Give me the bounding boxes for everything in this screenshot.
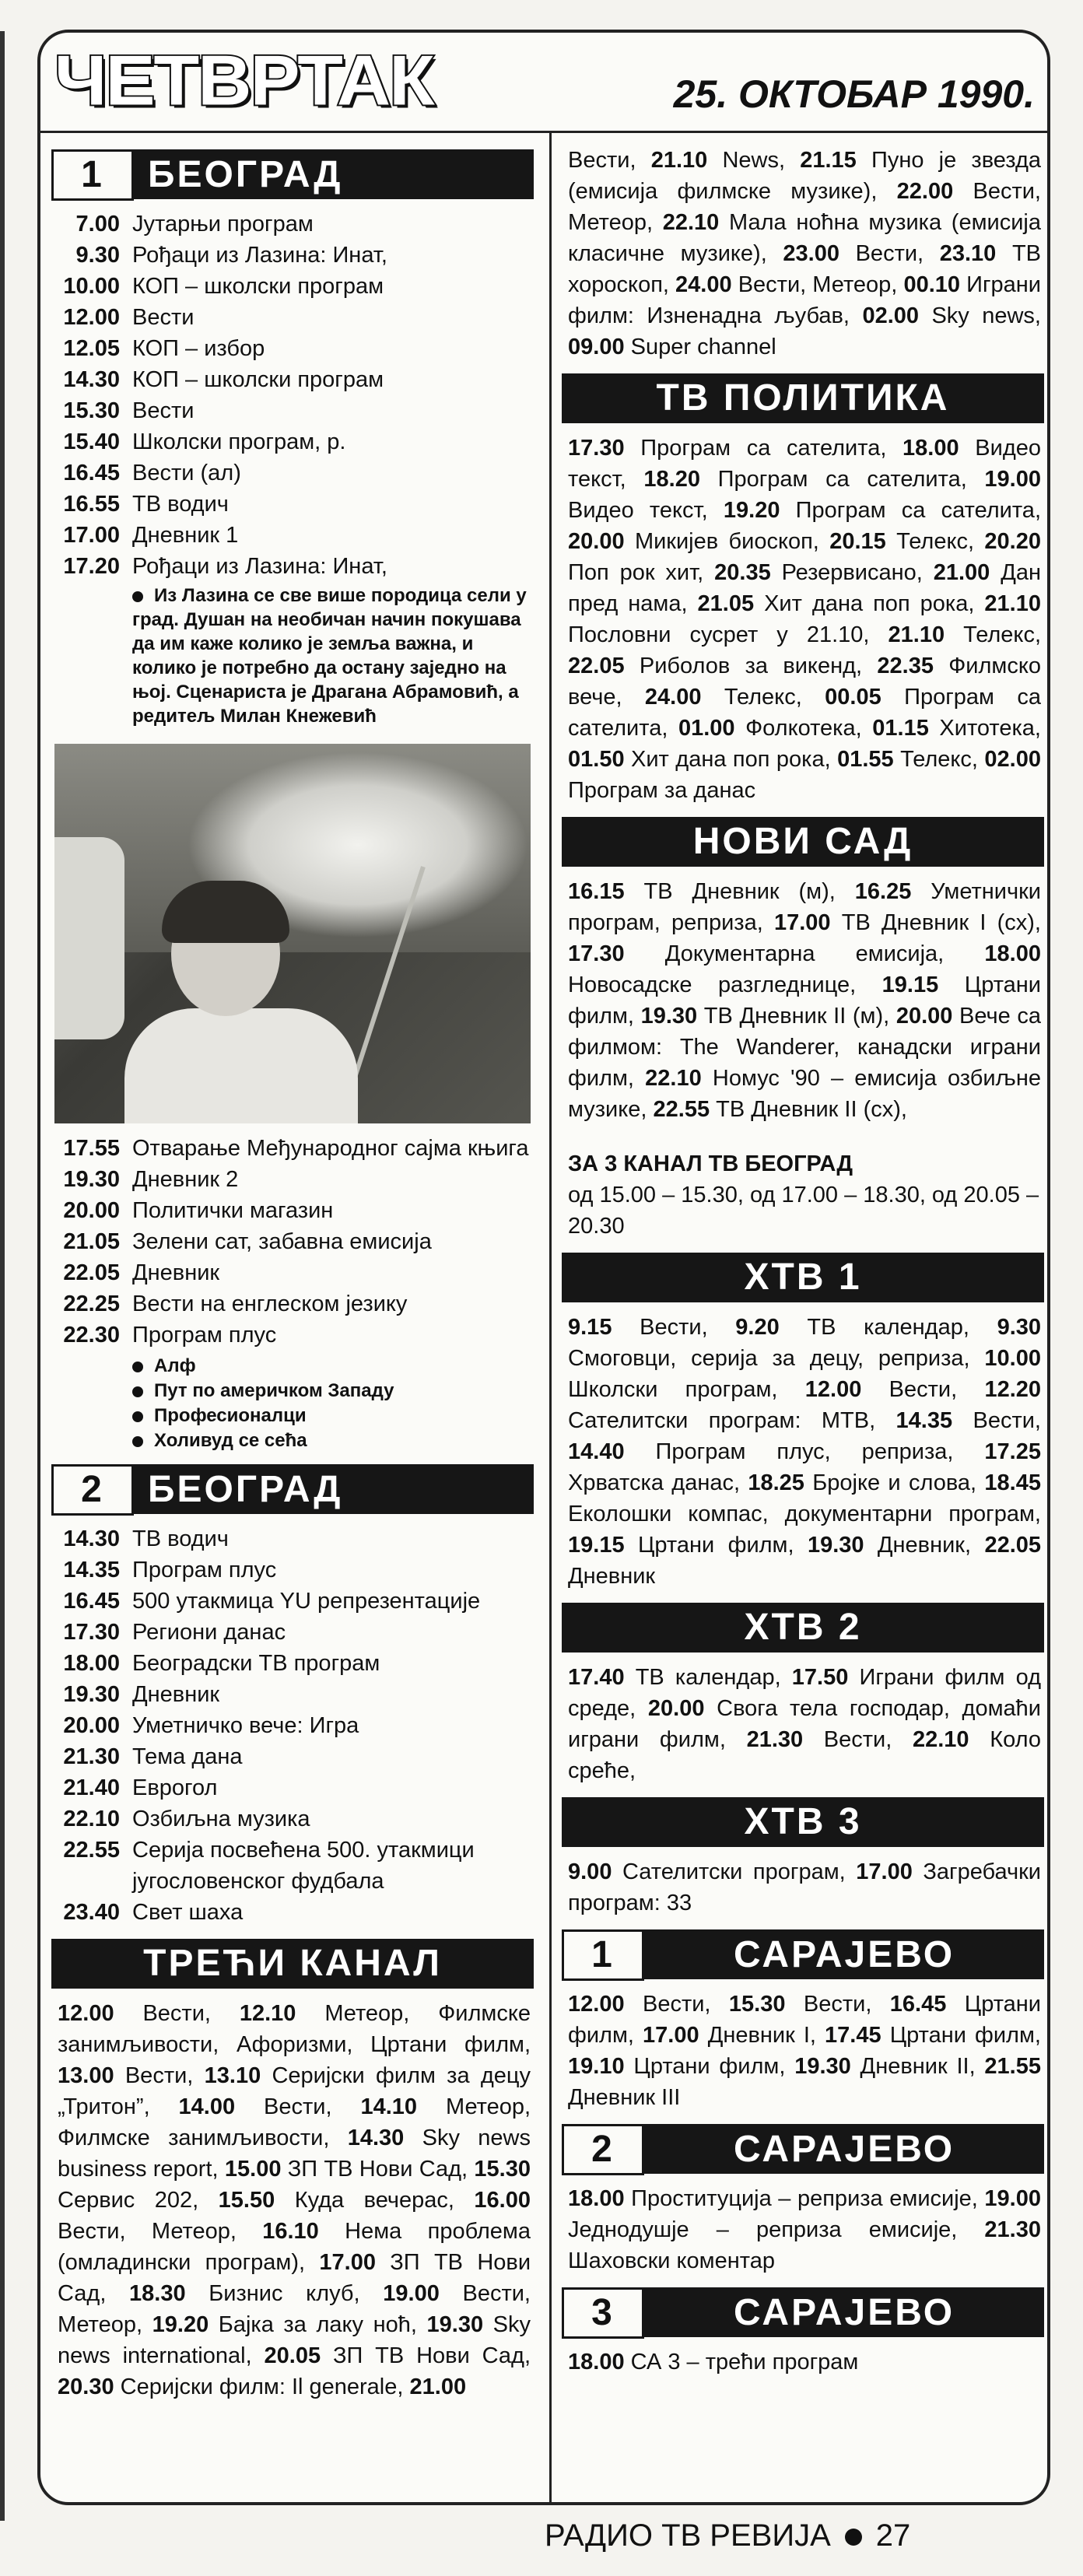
- schedule-entry: [51, 271, 534, 302]
- time: 17.55: [63, 1136, 120, 1161]
- program-title: Јутарњи програм: [132, 212, 314, 237]
- schedule-entry: [51, 1195, 534, 1226]
- program-title: Зелени сат, забавна емисија: [132, 1229, 432, 1254]
- program-title: Пут по америчком Западу: [154, 1380, 394, 1401]
- bullet-icon: [845, 2529, 862, 2546]
- program-title: Уметничко вече: Игра: [132, 1713, 359, 1738]
- time: 19.30: [63, 1167, 120, 1192]
- channel-header-tv-politika: ТВ ПОЛИТИКА: [562, 373, 1044, 423]
- page-footer: [545, 2516, 1058, 2555]
- third-channel-heading: ЗА 3 КАНАЛ ТВ БЕОГРАД: [568, 1151, 853, 1176]
- time: 22.05: [63, 1260, 120, 1285]
- time: 9.30: [75, 243, 120, 268]
- time: 21.05: [63, 1229, 120, 1254]
- program-title: КОП – школски програм: [132, 274, 384, 299]
- channel-header-htv-3: ХТВ 3: [562, 1797, 1044, 1847]
- header-rule: [40, 131, 1050, 133]
- program-title: 500 утакмица YU репрезентације: [132, 1589, 481, 1614]
- program-title: Вести на енглеском језику: [132, 1292, 408, 1316]
- program-plus-item: [132, 1404, 534, 1428]
- channel-number: 2: [562, 2124, 644, 2175]
- third-channel-times: од 15.00 – 15.30, од 17.00 – 18.30, од 20.05 – 20.30: [568, 1183, 1039, 1239]
- schedule-entry: [51, 1133, 534, 1164]
- schedule-entry: [51, 1257, 534, 1288]
- time: 15.30: [63, 398, 120, 423]
- channel-name: САРАЈЕВО: [644, 1929, 1044, 1979]
- channel-name: САРАЈЕВО: [644, 2124, 1044, 2174]
- time: 17.20: [63, 554, 120, 579]
- time: 21.30: [63, 1744, 120, 1769]
- schedule-entry: [51, 551, 534, 582]
- schedule-entry: [51, 1586, 534, 1617]
- program-photo: [54, 744, 531, 1123]
- schedule-entry: [51, 333, 534, 364]
- channel-header-htv-1: ХТВ 1: [562, 1253, 1044, 1302]
- program-note: [132, 584, 534, 728]
- beograd-1-schedule: [51, 209, 534, 582]
- schedule-entry: [51, 1288, 534, 1320]
- program-title: Вести: [132, 398, 195, 423]
- channel-number: 1: [562, 1929, 644, 1981]
- schedule-entry: [51, 1617, 534, 1648]
- beograd-2-schedule: [51, 1523, 534, 1928]
- program-title: Дневник 2: [132, 1167, 239, 1192]
- program-title: Програм плус: [132, 1558, 277, 1582]
- time: 20.00: [63, 1198, 120, 1223]
- program-title: Региони данас: [132, 1620, 286, 1645]
- schedule-entry: [51, 1772, 534, 1803]
- program-title: Отварање Међународног сајма књига: [132, 1136, 529, 1161]
- program-title: Београдски ТВ програм: [132, 1651, 380, 1676]
- time: 22.55: [63, 1838, 120, 1863]
- time: 16.45: [63, 1589, 120, 1614]
- day-title: ЧЕТВРТАК: [54, 40, 433, 121]
- time: 17.00: [63, 523, 120, 548]
- schedule-entry: [51, 302, 534, 333]
- time: 14.30: [63, 367, 120, 392]
- time: 23.40: [63, 1900, 120, 1925]
- program-title: Политички магазин: [132, 1198, 334, 1223]
- bullet-icon: [132, 1411, 143, 1422]
- schedule-entry: [51, 489, 534, 520]
- tv-politika-schedule: 17.30 Програм са сателита, 18.00 Видео текст, 18.20 Програм са сателита, 19.00 Видео текст, 19.20 Програм са сателита, 20.00 Микијев биоскоп, 20.15 Телекс, 20.20 Поп рок хит, 20.35 Резервисано, 21.00 Дан пред нама, 21.05 Хит дана поп рока, 21.10 Пословни сусрет у 21.10, 21.10 Телекс, 22.05 Риболов за викенд, 22.35 Филмско вече, 24.00 Телекс, 00.05 Програм са сателита, 01.00 Фолкотека, 01.15 Хитотека, 01.50 Хит дана поп рока, 01.55 Телекс, 02.00 Програм за данас: [568, 436, 1042, 803]
- channel-header-beograd-1: [51, 149, 534, 199]
- time: 19.30: [63, 1682, 120, 1707]
- htv-3-schedule: 9.00 Сателитски програм, 17.00 Загребачки програм: 33: [568, 1859, 1041, 1915]
- htv-1-schedule: 9.15 Вести, 9.20 ТВ календар, 9.30 Смоговци, серија за децу, реприза, 10.00 Школски програм, 12.00 Вести, 12.20 Сателитски програм: МТВ, 14.35 Вести, 14.40 Програм плус, реприза, 17.25 Хрватска данас, 18.25 Бројке и слова, 18.45 Еколошки компас, документарни програм, 19.15 Цртани филм, 19.30 Дневник, 22.05 Дневник: [568, 1315, 1042, 1589]
- page-edge: [0, 31, 5, 2521]
- time: 17.30: [63, 1620, 120, 1645]
- htv-2-schedule: 17.40 ТВ календар, 17.50 Играни филм од среде, 20.00 Свога тела господар, домаћи играни филм, 21.30 Вести, 22.10 Коло среће,: [568, 1665, 1041, 1783]
- channel-name: САРАЈЕВО: [644, 2287, 1044, 2337]
- treci-kanal-schedule: 12.00 Вести, 12.10 Метеор, Филмске занимљивости, Афоризми, Цртани филм, 13.00 Вести, 13.10 Серијски филм за децу „Тритон”, 14.00 Вести, 14.10 Метеор, Филмске занимљивости, 14.30 Sky news business report, 15.00 ЗП ТВ Нови Сад, 15.30 Сервис 202, 15.50 Куда вечерас, 16.00 Вести, Метеор, 16.10 Нема проблема (омладински програм), 17.00 ЗП ТВ Нови Сад, 18.30 Бизнис клуб, 19.00 Вести, Метеор, 19.20 Бајка за лаку ноћ, 19.30 Sky news international, 20.05 ЗП ТВ Нови Сад, 20.30 Серијски филм: Il generale, 21.00: [58, 2001, 531, 2399]
- program-title: Озбиљна музика: [132, 1807, 310, 1831]
- schedule-entry: [51, 395, 534, 426]
- channel-number: 1: [51, 149, 134, 201]
- schedule-entry: [51, 457, 534, 489]
- time: 14.30: [63, 1526, 120, 1551]
- schedule-entry: [51, 1897, 534, 1928]
- schedule-entry: [51, 1523, 534, 1554]
- channel-header-beograd-2: [51, 1464, 534, 1514]
- channel-header-treci-kanal: ТРЕЋИ КАНАЛ: [51, 1939, 534, 1989]
- bullet-icon: [132, 1362, 143, 1372]
- note-text: Из Лазина се све више породица сели у град. Душан на необичан начин покушава да им каже колико је земља важна, и колико је потребно да остану заједно на њој. Сценариста је Драгана Абрамовић, а редитељ Милан Кнежевић: [132, 585, 527, 727]
- right-column: [562, 138, 1044, 2378]
- sarajevo-1-schedule: 12.00 Вести, 15.30 Вести, 16.45 Цртани филм, 17.00 Дневник I, 17.45 Цртани филм, 19.10 Цртани филм, 19.30 Дневник II, 21.55 Дневник III: [568, 1992, 1042, 2110]
- time: 12.00: [63, 305, 120, 330]
- beograd-1-evening-schedule: [51, 1133, 534, 1351]
- time: 7.00: [75, 212, 120, 237]
- schedule-entry: [51, 1679, 534, 1710]
- program-title: ТВ водич: [132, 1526, 229, 1551]
- program-title: Дневник: [132, 1260, 220, 1285]
- time: 16.55: [63, 492, 120, 517]
- schedule-entry: [51, 1320, 534, 1351]
- program-title: Еврогол: [132, 1775, 218, 1800]
- program-title: ТВ водич: [132, 492, 229, 517]
- day-header: [54, 40, 1043, 126]
- time: 22.30: [63, 1323, 120, 1348]
- program-title: Дневник 1: [132, 523, 239, 548]
- channel-name: БЕОГРАД: [134, 1464, 534, 1514]
- column-rule: [549, 133, 552, 2502]
- bullet-icon: [132, 1436, 143, 1447]
- program-plus-item: [132, 1379, 534, 1404]
- channel-number: 3: [562, 2287, 644, 2339]
- bullet-icon: [132, 1386, 143, 1397]
- sarajevo-3-schedule: 18.00 СА 3 – трећи програм: [568, 2350, 859, 2374]
- schedule-entry: [51, 1226, 534, 1257]
- schedule-entry: [51, 364, 534, 395]
- left-column: [51, 138, 534, 2403]
- schedule-entry: [51, 1554, 534, 1586]
- program-title: Рођаци из Лазина: Инат,: [132, 243, 387, 268]
- magazine-name: РАДИО ТВ РЕВИЈА: [545, 2518, 831, 2553]
- bullet-icon: [132, 591, 143, 602]
- schedule-entry: [51, 520, 534, 551]
- time: 21.40: [63, 1775, 120, 1800]
- schedule-entry: [51, 240, 534, 271]
- sarajevo-2-schedule: 18.00 Проституција – реприза емисије, 19.00 Једнодушје – реприза емисије, 21.30 Шаховски коментар: [568, 2186, 1041, 2273]
- channel-header-sarajevo-3: [562, 2287, 1044, 2337]
- time: 10.00: [63, 274, 120, 299]
- program-plus-item: [132, 1354, 534, 1379]
- date-title: 25. ОКТОБАР 1990.: [673, 72, 1035, 116]
- program-plus-list: [132, 1354, 534, 1453]
- time: 18.00: [63, 1651, 120, 1676]
- program-title: Дневник: [132, 1682, 220, 1707]
- channel-number: 2: [51, 1464, 134, 1516]
- program-title: Вести (ал): [132, 461, 241, 485]
- schedule-entry: [51, 1648, 534, 1679]
- page-number: 27: [875, 2518, 911, 2553]
- novi-sad-schedule: 16.15 ТВ Дневник (м), 16.25 Уметнички програм, реприза, 17.00 ТВ Дневник I (сх), 17.30 Документарна емисија, 18.00 Новосадске разгледнице, 19.15 Цртани филм, 19.30 ТВ Дневник II (м), 20.00 Вече са филмом: The Wanderer, канадски играни филм, 22.10 Номус '90 – емисија озбиљне музике, 22.55 ТВ Дневник II (сх),: [568, 879, 1041, 1122]
- schedule-entry: [51, 1803, 534, 1835]
- time: 16.45: [63, 461, 120, 485]
- program-title: Свет шаха: [132, 1900, 244, 1925]
- schedule-entry: [51, 1741, 534, 1772]
- schedule-entry: [51, 209, 534, 240]
- channel-header-novi-sad: НОВИ САД: [562, 817, 1044, 867]
- schedule-entry: [51, 1164, 534, 1195]
- program-title: Вести: [132, 305, 195, 330]
- program-title: КОП – избор: [132, 336, 265, 361]
- channel-name: БЕОГРАД: [134, 149, 534, 199]
- program-title: Тема дана: [132, 1744, 243, 1769]
- schedule-entry: [51, 1710, 534, 1741]
- schedule-entry: [51, 1835, 534, 1897]
- schedule-entry: [51, 426, 534, 457]
- program-title: Рођаци из Лазина: Инат,: [132, 554, 387, 579]
- time: 22.25: [63, 1292, 120, 1316]
- program-title: КОП – школски програм: [132, 367, 384, 392]
- time: 14.35: [63, 1558, 120, 1582]
- time: 20.00: [63, 1713, 120, 1738]
- program-plus-item: [132, 1428, 534, 1453]
- program-title: Алф: [154, 1355, 196, 1376]
- program-title: Холивуд се сећа: [154, 1430, 307, 1451]
- time: 15.40: [63, 429, 120, 454]
- channel-header-htv-2: ХТВ 2: [562, 1603, 1044, 1652]
- program-title: Школски програм, р.: [132, 429, 346, 454]
- program-title: Програм плус: [132, 1323, 277, 1348]
- treci-kanal-schedule-continued: Вести, 21.10 News, 21.15 Пуно је звезда (емисија филмске музике), 22.00 Вести, Метеор, 22.10 Мала ноћна музика (емисија класичне музике), 23.00 Вести, 23.10 ТВ хороскоп, 24.00 Вести, Метеор, 00.10 Играни филм: Изненадна љубав, 02.00 Sky news, 09.00 Super channel: [568, 148, 1042, 359]
- channel-header-sarajevo-2: [562, 2124, 1044, 2174]
- channel-header-sarajevo-1: [562, 1929, 1044, 1979]
- time: 22.10: [63, 1807, 120, 1831]
- program-title: Серија посвећена 500. утакмици југословенског фудбала: [132, 1838, 475, 1894]
- program-title: Професионалци: [154, 1405, 307, 1426]
- time: 12.05: [63, 336, 120, 361]
